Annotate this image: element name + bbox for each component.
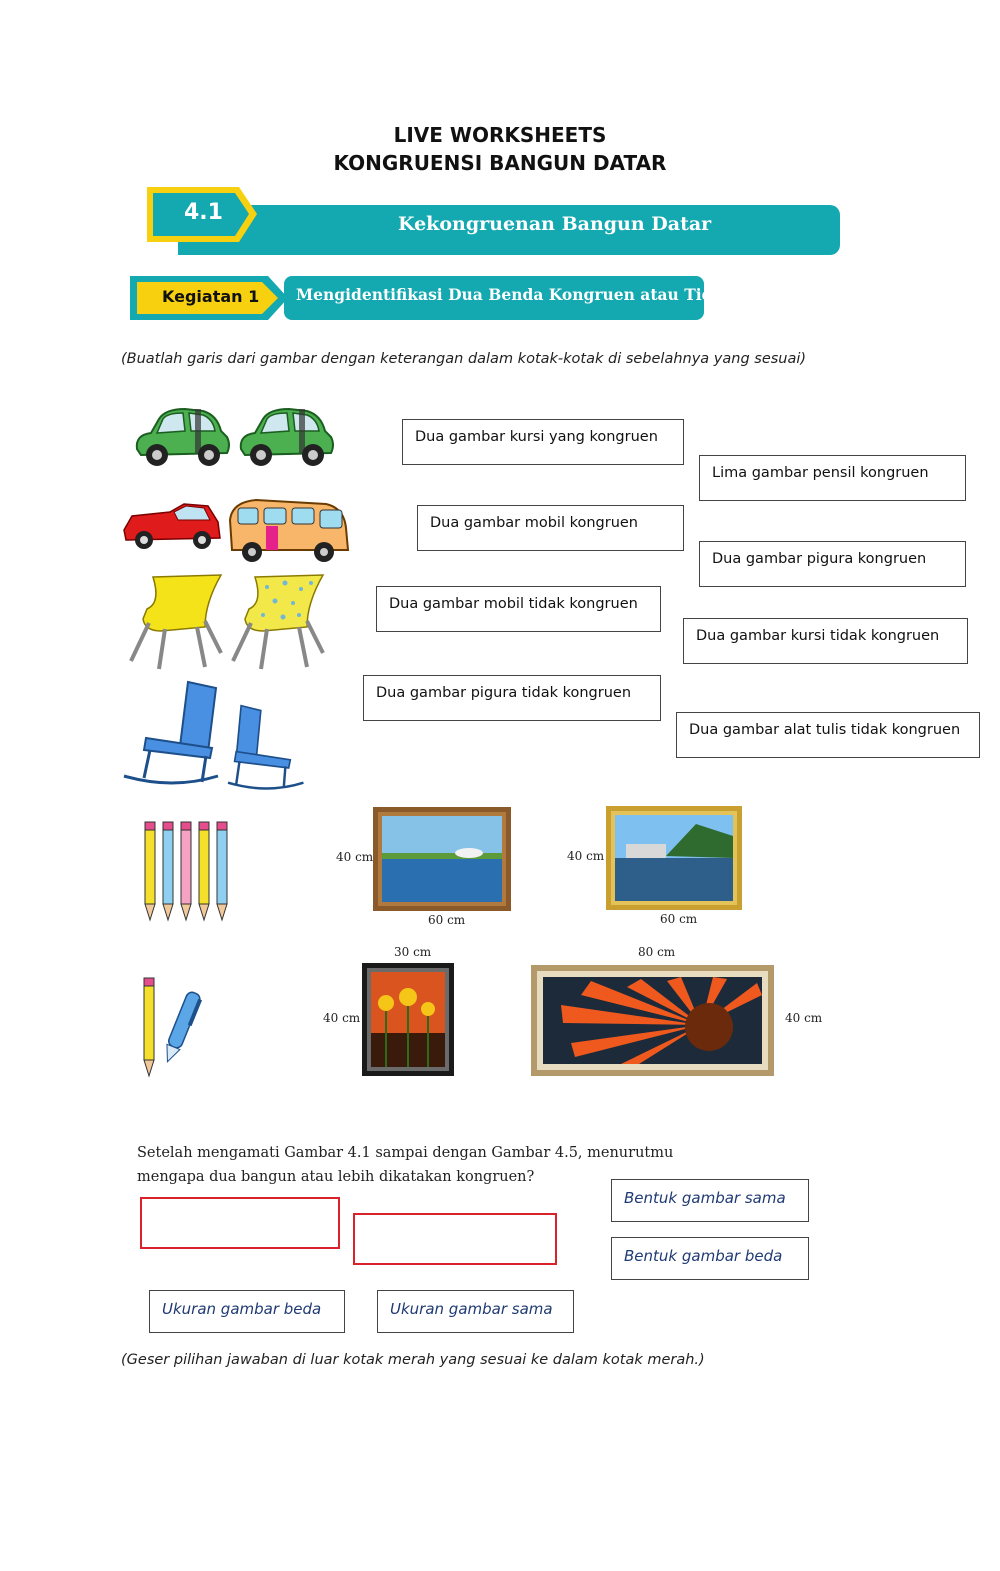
frame3-width-label: 30 cm — [394, 945, 432, 959]
five-pencils-image[interactable] — [143, 822, 229, 924]
small-rocking-chair-icon — [228, 706, 303, 789]
answer-option-bentuk-beda[interactable]: Bentuk gambar beda — [611, 1237, 809, 1280]
pencil-icon — [145, 822, 155, 920]
answer-option-bentuk-sama[interactable]: Bentuk gambar sama — [611, 1179, 809, 1222]
landscape-frame-1[interactable] — [373, 807, 511, 911]
answer-drop-zone-1[interactable] — [140, 1197, 340, 1249]
pen-icon — [161, 991, 204, 1066]
frame3-height-label: 40 cm — [323, 1011, 361, 1025]
match-label-pensil-kongruen[interactable]: Lima gambar pensil kongruen — [699, 455, 966, 501]
flower-frame-wide[interactable] — [531, 965, 774, 1076]
yellow-chairs-image[interactable] — [125, 573, 325, 673]
activity-title: Mengidentifikasi Dua Benda Kongruen atau Tidak — [296, 285, 734, 304]
match-label-mobil-tidak-kongruen[interactable]: Dua gambar mobil tidak kongruen — [376, 586, 661, 632]
section-number: 4.1 — [184, 200, 223, 225]
frame1-height-label: 40 cm — [336, 850, 374, 864]
frame4-width-label: 80 cm — [638, 945, 676, 959]
big-rocking-chair-icon — [124, 682, 218, 783]
yellow-chair-icon — [131, 575, 221, 669]
match-label-kursi-tidak-kongruen[interactable]: Dua gambar kursi tidak kongruen — [683, 618, 968, 664]
section-title: Kekongruenan Bangun Datar — [398, 213, 712, 235]
pencil-and-pen-image[interactable] — [140, 978, 200, 1078]
instruction-bottom: (Geser pilihan jawaban di luar kotak merah yang sesuai ke dalam kotak merah.) — [121, 1352, 705, 1368]
flower-frame-small[interactable] — [362, 963, 454, 1076]
frame2-width-label: 60 cm — [660, 912, 698, 926]
match-label-mobil-kongruen[interactable]: Dua gambar mobil kongruen — [417, 505, 684, 551]
green-car-icon — [241, 409, 333, 466]
frame4-height-label: 40 cm — [785, 1011, 823, 1025]
worksheet-title: LIVE WORKSHEETS — [393, 123, 607, 147]
match-label-alat-tulis-tidak-kongruen[interactable]: Dua gambar alat tulis tidak kongruen — [676, 712, 980, 758]
pencil-icon — [181, 822, 191, 920]
pencil-icon — [144, 978, 154, 1076]
answer-option-ukuran-beda[interactable]: Ukuran gambar beda — [149, 1290, 345, 1333]
answer-option-ukuran-sama[interactable]: Ukuran gambar sama — [377, 1290, 574, 1333]
answer-drop-zone-2[interactable] — [353, 1213, 557, 1265]
match-label-pigura-kongruen[interactable]: Dua gambar pigura kongruen — [699, 541, 966, 587]
red-car-icon — [124, 504, 220, 549]
pencil-icon — [163, 822, 173, 920]
bus-icon — [230, 500, 348, 562]
pencil-icon — [217, 822, 227, 920]
match-label-pigura-tidak-kongruen[interactable]: Dua gambar pigura tidak kongruen — [363, 675, 661, 721]
landscape-frame-2[interactable] — [606, 806, 742, 910]
frame1-width-label: 60 cm — [428, 913, 466, 927]
instruction-top: (Buatlah garis dari gambar dengan keterangan dalam kotak-kotak di sebelahnya yang sesuai) — [121, 351, 807, 367]
green-car-icon — [137, 409, 229, 466]
activity-label: Kegiatan 1 — [162, 287, 260, 306]
patterned-chair-icon — [233, 575, 323, 669]
green-cars-image[interactable] — [133, 405, 333, 473]
match-label-kursi-kongruen[interactable]: Dua gambar kursi yang kongruen — [402, 419, 684, 465]
rocking-chairs-image[interactable] — [122, 680, 312, 790]
pencil-icon — [199, 822, 209, 920]
car-and-bus-image[interactable] — [122, 496, 352, 566]
frame2-height-label: 40 cm — [567, 849, 605, 863]
worksheet-subtitle: KONGRUENSI BANGUN DATAR — [333, 151, 667, 175]
question-text: Setelah mengamati Gambar 4.1 sampai dengan Gambar 4.5, menurutmu mengapa dua bangun atau lebih dikatakan kongruen? — [137, 1145, 674, 1185]
